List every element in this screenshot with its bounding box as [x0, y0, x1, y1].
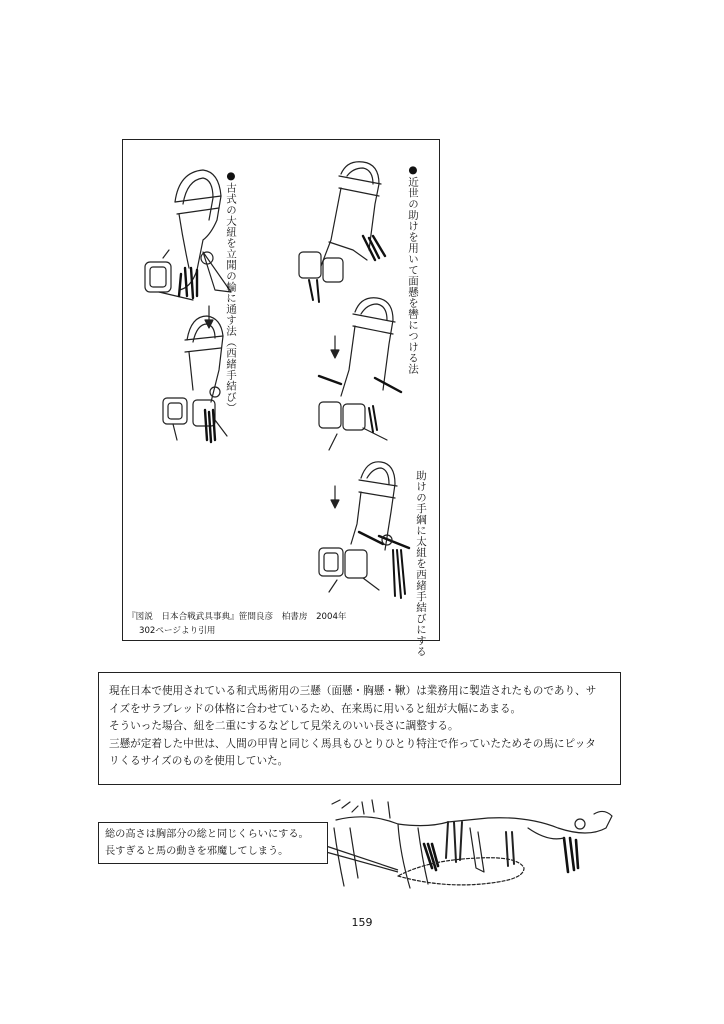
explanation-line: そういった場合、紐を二重にするなどして見栄えのいい長さに調整する。 [109, 720, 459, 733]
note-line: 総の高さは胸部分の総と同じくらいにする。 [105, 829, 309, 840]
label-tassel-method: 助けの手綱に太組を西緒手結びにする [415, 470, 427, 657]
explanation-line: イズをサラブレッドの体格に合わせているため、在来馬に用いると紐が大幅にあまる。 [109, 702, 522, 715]
figure-citation: 『図説 日本合戦武具事典』笹間良彦 柏書房 2004年 [127, 612, 347, 622]
explanation-line: 現在日本で使用されている和式馬術用の三懸（面懸・胸懸・鞦）は業務用に製造されたものであり、サ [109, 685, 597, 697]
figure-citation-page: 302ページより引用 [139, 626, 216, 636]
label-modern-method: ●近世の助けを用いて面懸を轡につける法 [407, 164, 419, 375]
explanation-line: リくるサイズのものを使用していた。 [109, 755, 289, 768]
note-line: 長すぎると馬の動きを邪魔してしまう。 [105, 846, 289, 857]
explanation-line: 三懸が定着した中世は、人間の甲冑と同じく馬具もひとりひとり特注で作っていたためその馬にピッタ [109, 737, 596, 750]
note-box [98, 822, 328, 864]
page-number: 159 [351, 916, 373, 929]
label-classic-method: ●古式の大紐を立聞の輪に通す法（西緒手結び） [225, 170, 237, 414]
